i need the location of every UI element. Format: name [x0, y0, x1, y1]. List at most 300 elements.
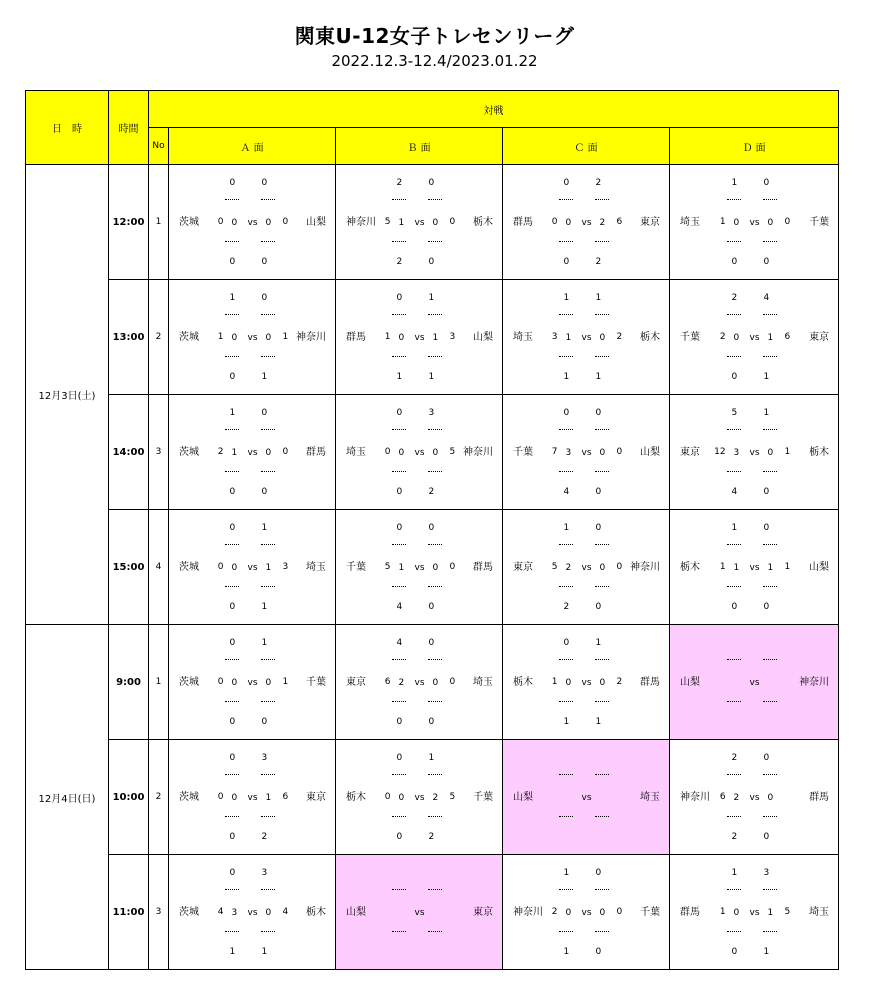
home-total: 12: [714, 447, 726, 457]
home-team: 千葉: [346, 562, 366, 573]
score-dash: [392, 774, 406, 775]
match-box: [503, 395, 669, 509]
home-total: 4: [217, 907, 224, 917]
away-total: 0: [282, 217, 289, 227]
home-team: 茨城: [179, 677, 199, 688]
home-team: 東京: [513, 562, 533, 573]
second-half-home: 0: [398, 333, 405, 343]
second-half-away-bottom: 0: [763, 487, 770, 497]
match-cell: [169, 280, 336, 395]
second-half-away-bottom: 0: [763, 602, 770, 612]
match-box: [670, 855, 838, 969]
match-cell: [503, 510, 670, 625]
second-half-home: 3: [231, 908, 238, 918]
second-half-home-bottom: 0: [731, 947, 738, 957]
slot-time: 12:00: [109, 165, 149, 280]
away-team: 埼玉: [809, 907, 830, 918]
match-cell: [336, 395, 503, 510]
home-total: 2: [551, 907, 558, 917]
first-half-home: 5: [731, 408, 738, 418]
match-box: [169, 395, 335, 509]
schedule-table: [25, 90, 839, 970]
first-half-home: 2: [731, 753, 738, 763]
score-dash: [225, 544, 239, 545]
score-dash: [225, 774, 239, 775]
away-total: 0: [449, 677, 456, 687]
first-half-home: 4: [396, 638, 403, 648]
home-total: 1: [384, 332, 391, 342]
header-match: 対戦: [149, 91, 839, 128]
match-cell: [336, 625, 503, 740]
match-box: [169, 740, 335, 854]
score-dash: [225, 659, 239, 660]
second-half-away: 2: [432, 793, 439, 803]
match-box: [503, 855, 669, 969]
first-half-home: 1: [731, 523, 738, 533]
score-dash: [559, 356, 573, 357]
score-dash: [763, 659, 777, 660]
second-half-away-bottom: 1: [261, 602, 268, 612]
second-half-away: 1: [265, 793, 272, 803]
first-half-home: 0: [563, 178, 570, 188]
vs-label: vs: [581, 678, 592, 688]
match-box: [336, 280, 502, 394]
score-dash: [559, 199, 573, 200]
home-team: 群馬: [346, 332, 366, 343]
header-court-c: Ｃ 面: [503, 128, 670, 165]
first-half-away: 0: [261, 408, 268, 418]
slot-number: 2: [149, 280, 169, 395]
match-box: [336, 510, 502, 624]
away-team: 山梨: [473, 332, 493, 343]
away-total: 6: [784, 332, 791, 342]
second-half-away: 1: [432, 333, 439, 343]
header-row-1: [26, 91, 839, 128]
match-cell: [336, 740, 503, 855]
score-dash: [559, 701, 573, 702]
vs-label: vs: [247, 678, 258, 688]
away-team: 埼玉: [306, 562, 326, 573]
vs-label: vs: [414, 908, 425, 918]
score-dash: [225, 701, 239, 702]
away-total: 2: [616, 332, 623, 342]
second-half-home: 2: [733, 793, 740, 803]
second-half-away-bottom: 2: [428, 487, 435, 497]
score-dash: [261, 471, 275, 472]
away-team: 神奈川: [296, 332, 326, 343]
second-half-home-bottom: 1: [563, 372, 570, 382]
score-dash: [428, 889, 442, 890]
home-total: 0: [217, 792, 224, 802]
score-dash: [225, 586, 239, 587]
home-team: 群馬: [680, 907, 700, 918]
match-box: [503, 510, 669, 624]
away-total: 0: [616, 562, 623, 572]
second-half-home-bottom: 2: [731, 832, 738, 842]
score-dash: [559, 931, 573, 932]
second-half-away: 0: [599, 333, 606, 343]
away-total: 0: [449, 217, 456, 227]
second-half-away-bottom: 1: [763, 372, 770, 382]
vs-label: vs: [581, 448, 592, 458]
score-dash: [428, 774, 442, 775]
second-half-home-bottom: 0: [229, 602, 236, 612]
home-team: 千葉: [680, 332, 700, 343]
away-team: 群馬: [473, 562, 493, 573]
score-dash: [595, 314, 609, 315]
score-dash: [392, 816, 406, 817]
home-team: 東京: [680, 447, 700, 458]
first-half-away: 2: [595, 178, 602, 188]
slot-time: 10:00: [109, 740, 149, 855]
match-cell: [670, 395, 839, 510]
second-half-home: 0: [231, 793, 238, 803]
second-half-home-bottom: 0: [229, 832, 236, 842]
header-court-d: Ｄ 面: [670, 128, 839, 165]
score-dash: [428, 701, 442, 702]
first-half-home: 0: [229, 178, 236, 188]
match-row: [26, 625, 839, 740]
match-box: [503, 280, 669, 394]
first-half-home: 2: [731, 293, 738, 303]
score-dash: [225, 931, 239, 932]
vs-label: vs: [247, 793, 258, 803]
first-half-away: 3: [261, 753, 268, 763]
match-box: [169, 855, 335, 969]
score-dash: [428, 314, 442, 315]
vs-label: vs: [749, 218, 760, 228]
second-half-away: 0: [265, 908, 272, 918]
score-dash: [392, 314, 406, 315]
score-dash: [763, 241, 777, 242]
second-half-home-bottom: 0: [229, 487, 236, 497]
second-half-away: 0: [767, 793, 774, 803]
slot-time: 13:00: [109, 280, 149, 395]
first-half-away: 0: [595, 868, 602, 878]
vs-label: vs: [749, 448, 760, 458]
match-box: [169, 625, 335, 739]
score-dash: [763, 816, 777, 817]
slot-time: 14:00: [109, 395, 149, 510]
second-half-home-bottom: 0: [563, 257, 570, 267]
slot-time: 11:00: [109, 855, 149, 970]
match-cell: [670, 280, 839, 395]
score-dash: [392, 701, 406, 702]
home-team: 群馬: [513, 217, 533, 228]
score-dash: [595, 199, 609, 200]
score-dash: [595, 816, 609, 817]
match-cell: [503, 165, 670, 280]
first-half-away: 1: [261, 638, 268, 648]
vs-label: vs: [581, 333, 592, 343]
first-half-home: 1: [229, 408, 236, 418]
score-dash: [727, 471, 741, 472]
header-no: No: [149, 128, 169, 165]
match-cell: [169, 740, 336, 855]
away-total: 1: [784, 562, 791, 572]
second-half-away-bottom: 1: [763, 947, 770, 957]
score-dash: [428, 586, 442, 587]
second-half-home: 0: [565, 908, 572, 918]
home-team: 山梨: [513, 792, 533, 803]
second-half-away: 0: [599, 908, 606, 918]
match-row: [26, 280, 839, 395]
score-dash: [225, 356, 239, 357]
second-half-away: 0: [265, 448, 272, 458]
vs-label: vs: [414, 333, 425, 343]
home-team: 埼玉: [346, 447, 366, 458]
away-team: 東京: [306, 792, 326, 803]
second-half-home: 2: [565, 563, 572, 573]
second-half-away-bottom: 0: [428, 717, 435, 727]
away-team: 山梨: [640, 447, 660, 458]
home-team: 東京: [346, 677, 366, 688]
score-dash: [559, 471, 573, 472]
second-half-home-bottom: 0: [396, 832, 403, 842]
away-team: 山梨: [809, 562, 830, 573]
second-half-home-bottom: 1: [563, 947, 570, 957]
first-half-away: 0: [595, 523, 602, 533]
home-team: 茨城: [179, 332, 199, 343]
second-half-away: 0: [265, 678, 272, 688]
match-box: [670, 740, 838, 854]
away-total: 3: [449, 332, 456, 342]
score-dash: [225, 889, 239, 890]
second-half-home-bottom: 0: [229, 372, 236, 382]
score-dash: [763, 774, 777, 775]
score-dash: [763, 544, 777, 545]
match-row: [26, 395, 839, 510]
away-team: 東京: [809, 332, 830, 343]
first-half-home: 0: [229, 753, 236, 763]
score-dash: [392, 241, 406, 242]
away-team: 栃木: [640, 332, 660, 343]
match-cell: [169, 395, 336, 510]
slot-number: 1: [149, 625, 169, 740]
away-total: 0: [784, 217, 791, 227]
score-dash: [428, 471, 442, 472]
match-cell: [503, 855, 670, 970]
score-dash: [428, 816, 442, 817]
home-total: 6: [719, 792, 726, 802]
score-dash: [595, 774, 609, 775]
second-half-home: 1: [398, 563, 405, 573]
match-row: [26, 740, 839, 855]
vs-label: vs: [581, 563, 592, 573]
home-team: 茨城: [179, 217, 199, 228]
match-box: [503, 625, 669, 739]
score-dash: [763, 701, 777, 702]
second-half-away-bottom: 0: [428, 602, 435, 612]
match-box: [336, 625, 502, 739]
first-half-away: 0: [428, 178, 435, 188]
second-half-away: 0: [432, 678, 439, 688]
second-half-home-bottom: 4: [731, 487, 738, 497]
second-half-home: 1: [398, 218, 405, 228]
second-half-away-bottom: 0: [595, 947, 602, 957]
match-box: [336, 395, 502, 509]
away-total: 0: [616, 907, 623, 917]
second-half-home-bottom: 1: [563, 717, 570, 727]
vs-label: vs: [247, 908, 258, 918]
vs-label: vs: [414, 678, 425, 688]
score-dash: [392, 931, 406, 932]
score-dash: [428, 659, 442, 660]
match-box: [169, 510, 335, 624]
second-half-away: 0: [767, 448, 774, 458]
score-dash: [261, 544, 275, 545]
score-dash: [763, 199, 777, 200]
home-total: 5: [384, 217, 391, 227]
second-half-away-bottom: 2: [595, 257, 602, 267]
match-cell: [336, 855, 503, 970]
second-half-home-bottom: 0: [731, 602, 738, 612]
score-dash: [595, 429, 609, 430]
match-cell: [336, 165, 503, 280]
second-half-home-bottom: 4: [396, 602, 403, 612]
score-dash: [727, 544, 741, 545]
score-dash: [727, 241, 741, 242]
score-dash: [261, 701, 275, 702]
home-total: 1: [719, 907, 726, 917]
first-half-away: 3: [261, 868, 268, 878]
home-team: 神奈川: [513, 907, 543, 918]
score-dash: [428, 931, 442, 932]
away-team: 栃木: [473, 217, 493, 228]
score-dash: [225, 429, 239, 430]
first-half-away: 0: [595, 408, 602, 418]
score-dash: [763, 586, 777, 587]
first-half-home: 1: [731, 868, 738, 878]
score-dash: [727, 429, 741, 430]
first-half-home: 1: [563, 523, 570, 533]
score-dash: [261, 356, 275, 357]
second-half-away-bottom: 0: [261, 487, 268, 497]
second-half-home-bottom: 0: [396, 487, 403, 497]
home-total: 5: [551, 562, 558, 572]
second-half-home-bottom: 0: [396, 717, 403, 727]
away-team: 千葉: [809, 217, 830, 228]
second-half-home-bottom: 0: [731, 257, 738, 267]
second-half-home-bottom: 2: [396, 257, 403, 267]
home-total: 2: [217, 447, 224, 457]
home-team: 茨城: [179, 562, 199, 573]
score-dash: [763, 429, 777, 430]
home-total: 3: [551, 332, 558, 342]
score-dash: [595, 544, 609, 545]
first-half-home: 1: [229, 293, 236, 303]
match-cell: [169, 625, 336, 740]
first-half-away: 1: [261, 523, 268, 533]
vs-label: vs: [749, 793, 760, 803]
slot-number: 1: [149, 165, 169, 280]
away-team: 神奈川: [463, 447, 493, 458]
score-dash: [261, 241, 275, 242]
match-box: [169, 165, 335, 279]
match-cell: [503, 280, 670, 395]
first-half-home: 0: [229, 638, 236, 648]
second-half-away-bottom: 1: [428, 372, 435, 382]
first-half-away: 1: [428, 753, 435, 763]
second-half-home-bottom: 0: [229, 717, 236, 727]
second-half-away: 0: [767, 218, 774, 228]
away-total: 3: [282, 562, 289, 572]
match-box: [336, 855, 502, 969]
score-dash: [225, 314, 239, 315]
home-total: 0: [384, 447, 391, 457]
second-half-away-bottom: 0: [428, 257, 435, 267]
home-team: 神奈川: [680, 792, 710, 803]
second-half-home: 1: [733, 563, 740, 573]
match-cell: [670, 625, 839, 740]
score-dash: [261, 429, 275, 430]
page-subtitle: 2022.12.3-12.4/2023.01.22: [331, 52, 538, 70]
away-team: 栃木: [809, 447, 830, 458]
second-half-home-bottom: 1: [229, 947, 236, 957]
home-total: 1: [719, 562, 726, 572]
score-dash: [392, 889, 406, 890]
second-half-home: 0: [733, 333, 740, 343]
score-dash: [428, 356, 442, 357]
away-team: 神奈川: [630, 562, 660, 573]
vs-label: vs: [414, 563, 425, 573]
match-cell: [503, 740, 670, 855]
home-team: 茨城: [179, 907, 199, 918]
vs-label: vs: [247, 563, 258, 573]
second-half-away-bottom: 2: [261, 832, 268, 842]
vs-label: vs: [247, 448, 258, 458]
second-half-away: 0: [599, 678, 606, 688]
match-cell: [503, 395, 670, 510]
away-total: 5: [784, 907, 791, 917]
score-dash: [392, 659, 406, 660]
match-cell: [670, 855, 839, 970]
second-half-home: 2: [398, 678, 405, 688]
away-team: 東京: [473, 907, 493, 918]
match-box: [670, 395, 838, 509]
second-half-away-bottom: 2: [428, 832, 435, 842]
home-total: 0: [384, 792, 391, 802]
score-dash: [261, 314, 275, 315]
second-half-away: 0: [599, 563, 606, 573]
second-half-away-bottom: 0: [763, 832, 770, 842]
slot-number: 4: [149, 510, 169, 625]
second-half-away-bottom: 0: [763, 257, 770, 267]
score-dash: [595, 659, 609, 660]
home-total: 5: [384, 562, 391, 572]
match-cell: [670, 165, 839, 280]
match-cell: [336, 510, 503, 625]
score-dash: [727, 199, 741, 200]
second-half-home: 0: [231, 563, 238, 573]
match-box: [336, 740, 502, 854]
score-dash: [595, 586, 609, 587]
second-half-away: 1: [767, 563, 774, 573]
match-cell: [169, 510, 336, 625]
match-row: [26, 855, 839, 970]
score-dash: [559, 586, 573, 587]
second-half-home: 0: [231, 678, 238, 688]
first-half-home: 1: [563, 868, 570, 878]
score-dash: [225, 199, 239, 200]
away-team: 群馬: [640, 677, 660, 688]
home-team: 神奈川: [346, 217, 376, 228]
away-team: 群馬: [306, 447, 326, 458]
first-half-away: 1: [595, 293, 602, 303]
away-total: 2: [616, 677, 623, 687]
second-half-away: 1: [767, 333, 774, 343]
match-cell: [336, 280, 503, 395]
